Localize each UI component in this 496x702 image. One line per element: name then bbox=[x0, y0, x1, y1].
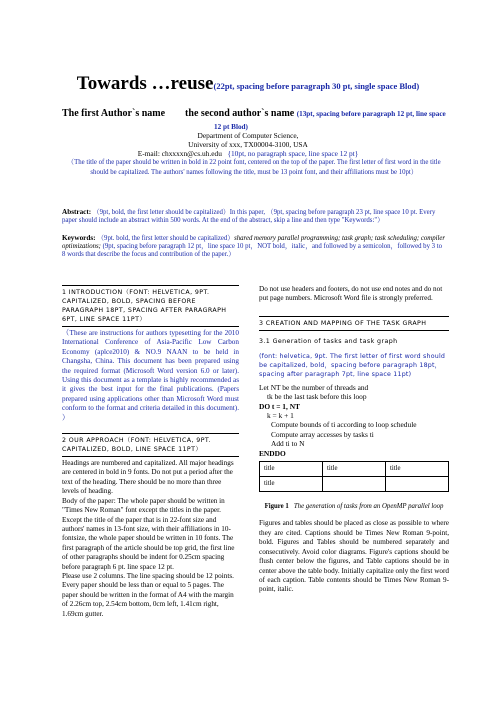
left-column bbox=[62, 285, 239, 619]
code-listing bbox=[259, 383, 449, 458]
code-line: DO t = 1, NT bbox=[259, 401, 300, 411]
keywords-list: shared memory parallel programming; task graph; task scheduling; compiler optimizations; bbox=[62, 235, 446, 251]
section-rule bbox=[62, 285, 239, 286]
author-format-note: (13pt, spacing before paragraph 12 pt, line space bbox=[296, 110, 446, 118]
section-rule bbox=[62, 433, 239, 434]
heading-our-approach: 2 OUR APPROACH（FONT: HELVETICA, 9PT. CAPITALIZED, BOLD, LINE SPACE 11PT） bbox=[62, 437, 211, 454]
affiliation-email: E-mail: chxxxxn@cs.uh.edu bbox=[137, 149, 222, 158]
code-line: k = k + 1 bbox=[267, 411, 294, 421]
intro-paragraph: （These are instructions for authors typesetting for the 2010 International Conference of Asia-Pacific Low Carbon Economy (aplce2010) & NO.9 NAAN to be held in Changsha, China. This document has been prepared using the required format (Microsoft Word version 6.0 or later). Using this document as a template is highly recommended as it gives the best input for the final publications. (Papers prepared using applications other than Microsoft Word must conform to the format and criteria detailed in this document). ） bbox=[62, 329, 239, 422]
table-cell bbox=[386, 477, 449, 492]
keywords-format-note: （9pt. bold, the first letter should be capitalized） bbox=[97, 235, 235, 242]
code-line: Add ti to N bbox=[271, 439, 305, 449]
table-cell: title bbox=[323, 462, 386, 477]
table-cell bbox=[323, 477, 386, 492]
paper-title bbox=[0, 73, 496, 95]
figure-text: The generation of tasks from an OpenMP parallel loop bbox=[293, 503, 444, 511]
title-instructions: （The title of the paper should be written in bold in 22 point font, centered on the top of the paper. The first letter of first word in the title should be capitalized. The authors' names following the title, must be 13 point font, and their affiliations must be 10pt） bbox=[67, 159, 441, 176]
section-rule bbox=[62, 456, 239, 457]
code-line: ENDDO bbox=[259, 448, 286, 458]
table-cell: title bbox=[260, 462, 323, 477]
figure-caption bbox=[259, 502, 449, 511]
headers-paragraph: Do not use headers and footers, do not use end notes and do not put page numbers. Microsoft Word file is strongly preferred. bbox=[259, 285, 443, 303]
code-line: Compute bounds of ti according to loop schedule bbox=[271, 420, 417, 430]
author-line bbox=[62, 108, 452, 133]
table-row bbox=[260, 477, 449, 492]
affiliation-format-note: {10pt, no paragraph space, line space 12 pt} bbox=[227, 149, 359, 158]
approach-headings-paragraph: Headings are numbered and capitalized. All major headings are centered in bold in 9 fonts. Do not put a period after the text of the heading. There should be no more than three levels of heading. bbox=[62, 459, 234, 496]
section-rule bbox=[259, 330, 449, 331]
subheading-format-note: (font: helvetica, 9pt. The first letter of first word should be capitalized, bold，spacing before paragraph 18pt，spacing after paragraph 7pt, line space 11pt) bbox=[259, 352, 446, 378]
figure-label: Figure 1 bbox=[264, 503, 289, 511]
affiliation-univ: University of xxx, TX00004-3100, USA bbox=[188, 140, 308, 149]
figures-paragraph: Figures and tables should be placed as close as possible to where they are cited. Captions should be Times New Roman 9-point, bold. Figures and Tables should be numbered separately and consecutively. Avoid color diagrams. Figure's captions should be flush center below the figures, and Table captions should be in center above the table body. Initially capitalize only the first word of each caption. Table contents should be Times New Roman 9-point, italic. bbox=[259, 519, 449, 594]
affiliation-dept: Department of Computer Science, bbox=[197, 131, 299, 140]
approach-body-paragraph: Body of the paper: The whole paper should be written in "Times New Roman" font except the titles in the paper. Except the title of the paper that is in 22-font size and authors' names in 13-font size, with their affiliations in 10-fontsize, the whole paper should be written in 10 fonts. The first paragraph of the article should be top grid, the first line of other paragraphs should be indent for 0.25cm spacing before paragraph 6 pt. line space 12 pt. bbox=[62, 496, 235, 571]
subheading-generation: 3.1 Generation of tasks and task graph bbox=[259, 337, 398, 345]
heading-task-graph: 3 CREATION AND MAPPING OF THE TASK GRAPH bbox=[259, 319, 427, 327]
abstract-text: （9pt, bold, the first letter should be capitalized）In this paper, （9pt, spacing before paragraph 23 pt, line space 10 pt. Every paper should include an abstract within 500 words. At the end of the abstract, skip a line and then type "Keywords:"） bbox=[62, 209, 436, 225]
table-row bbox=[260, 462, 449, 477]
code-line: Compute array accesses by tasks ti bbox=[271, 429, 374, 439]
keywords-instructions: (9pt, spacing before paragraph 12 pt，line space 10 pt，NOT bold，italic，and followed by a semicolon，followed by 3 to 8 words that describe the focus and contribution of the paper.） bbox=[62, 243, 443, 259]
code-line: tk be the last task before this loop bbox=[267, 392, 367, 402]
section-rule bbox=[259, 316, 449, 317]
author-names: The first Author`s name the second author`s name bbox=[62, 108, 295, 119]
keywords bbox=[62, 234, 446, 260]
example-table bbox=[259, 461, 449, 492]
affiliation-email-line bbox=[0, 149, 496, 158]
abstract-label: Abstract: bbox=[62, 208, 92, 216]
code-line: Let NT be the number of threads and bbox=[259, 382, 369, 392]
table-cell: title bbox=[260, 477, 323, 492]
title-format-note: (22pt, spacing before paragraph 30 pt, single space Blod) bbox=[213, 81, 420, 91]
approach-columns-paragraph: Please use 2 columns. The line spacing should be 12 points. Every paper should be less than or equal to 5 pages. The paper should be written in the format of A4 with the margin of 2.26cm top, 2.54cm bottom, 0cm left, 1.41cm right, 1.69cm gutter. bbox=[62, 571, 234, 618]
title-main: Towards …reuse bbox=[76, 73, 214, 94]
section-rule bbox=[62, 326, 239, 327]
keywords-label: Keywords: bbox=[62, 234, 96, 242]
heading-introduction: 1 INTRODUCTION（FONT: HELVETICA, 9PT. CAPITALIZED, BOLD, SPACING BEFORE PARAGRAPH 18PT, SPACING AFTER PARAGRAPH 6PT, LINE SPACE 11PT） bbox=[62, 289, 227, 323]
right-column bbox=[259, 285, 449, 595]
abstract bbox=[62, 208, 446, 225]
author-format-note-2: 12 pt Blod) bbox=[214, 122, 248, 131]
table-cell: title bbox=[386, 462, 449, 477]
